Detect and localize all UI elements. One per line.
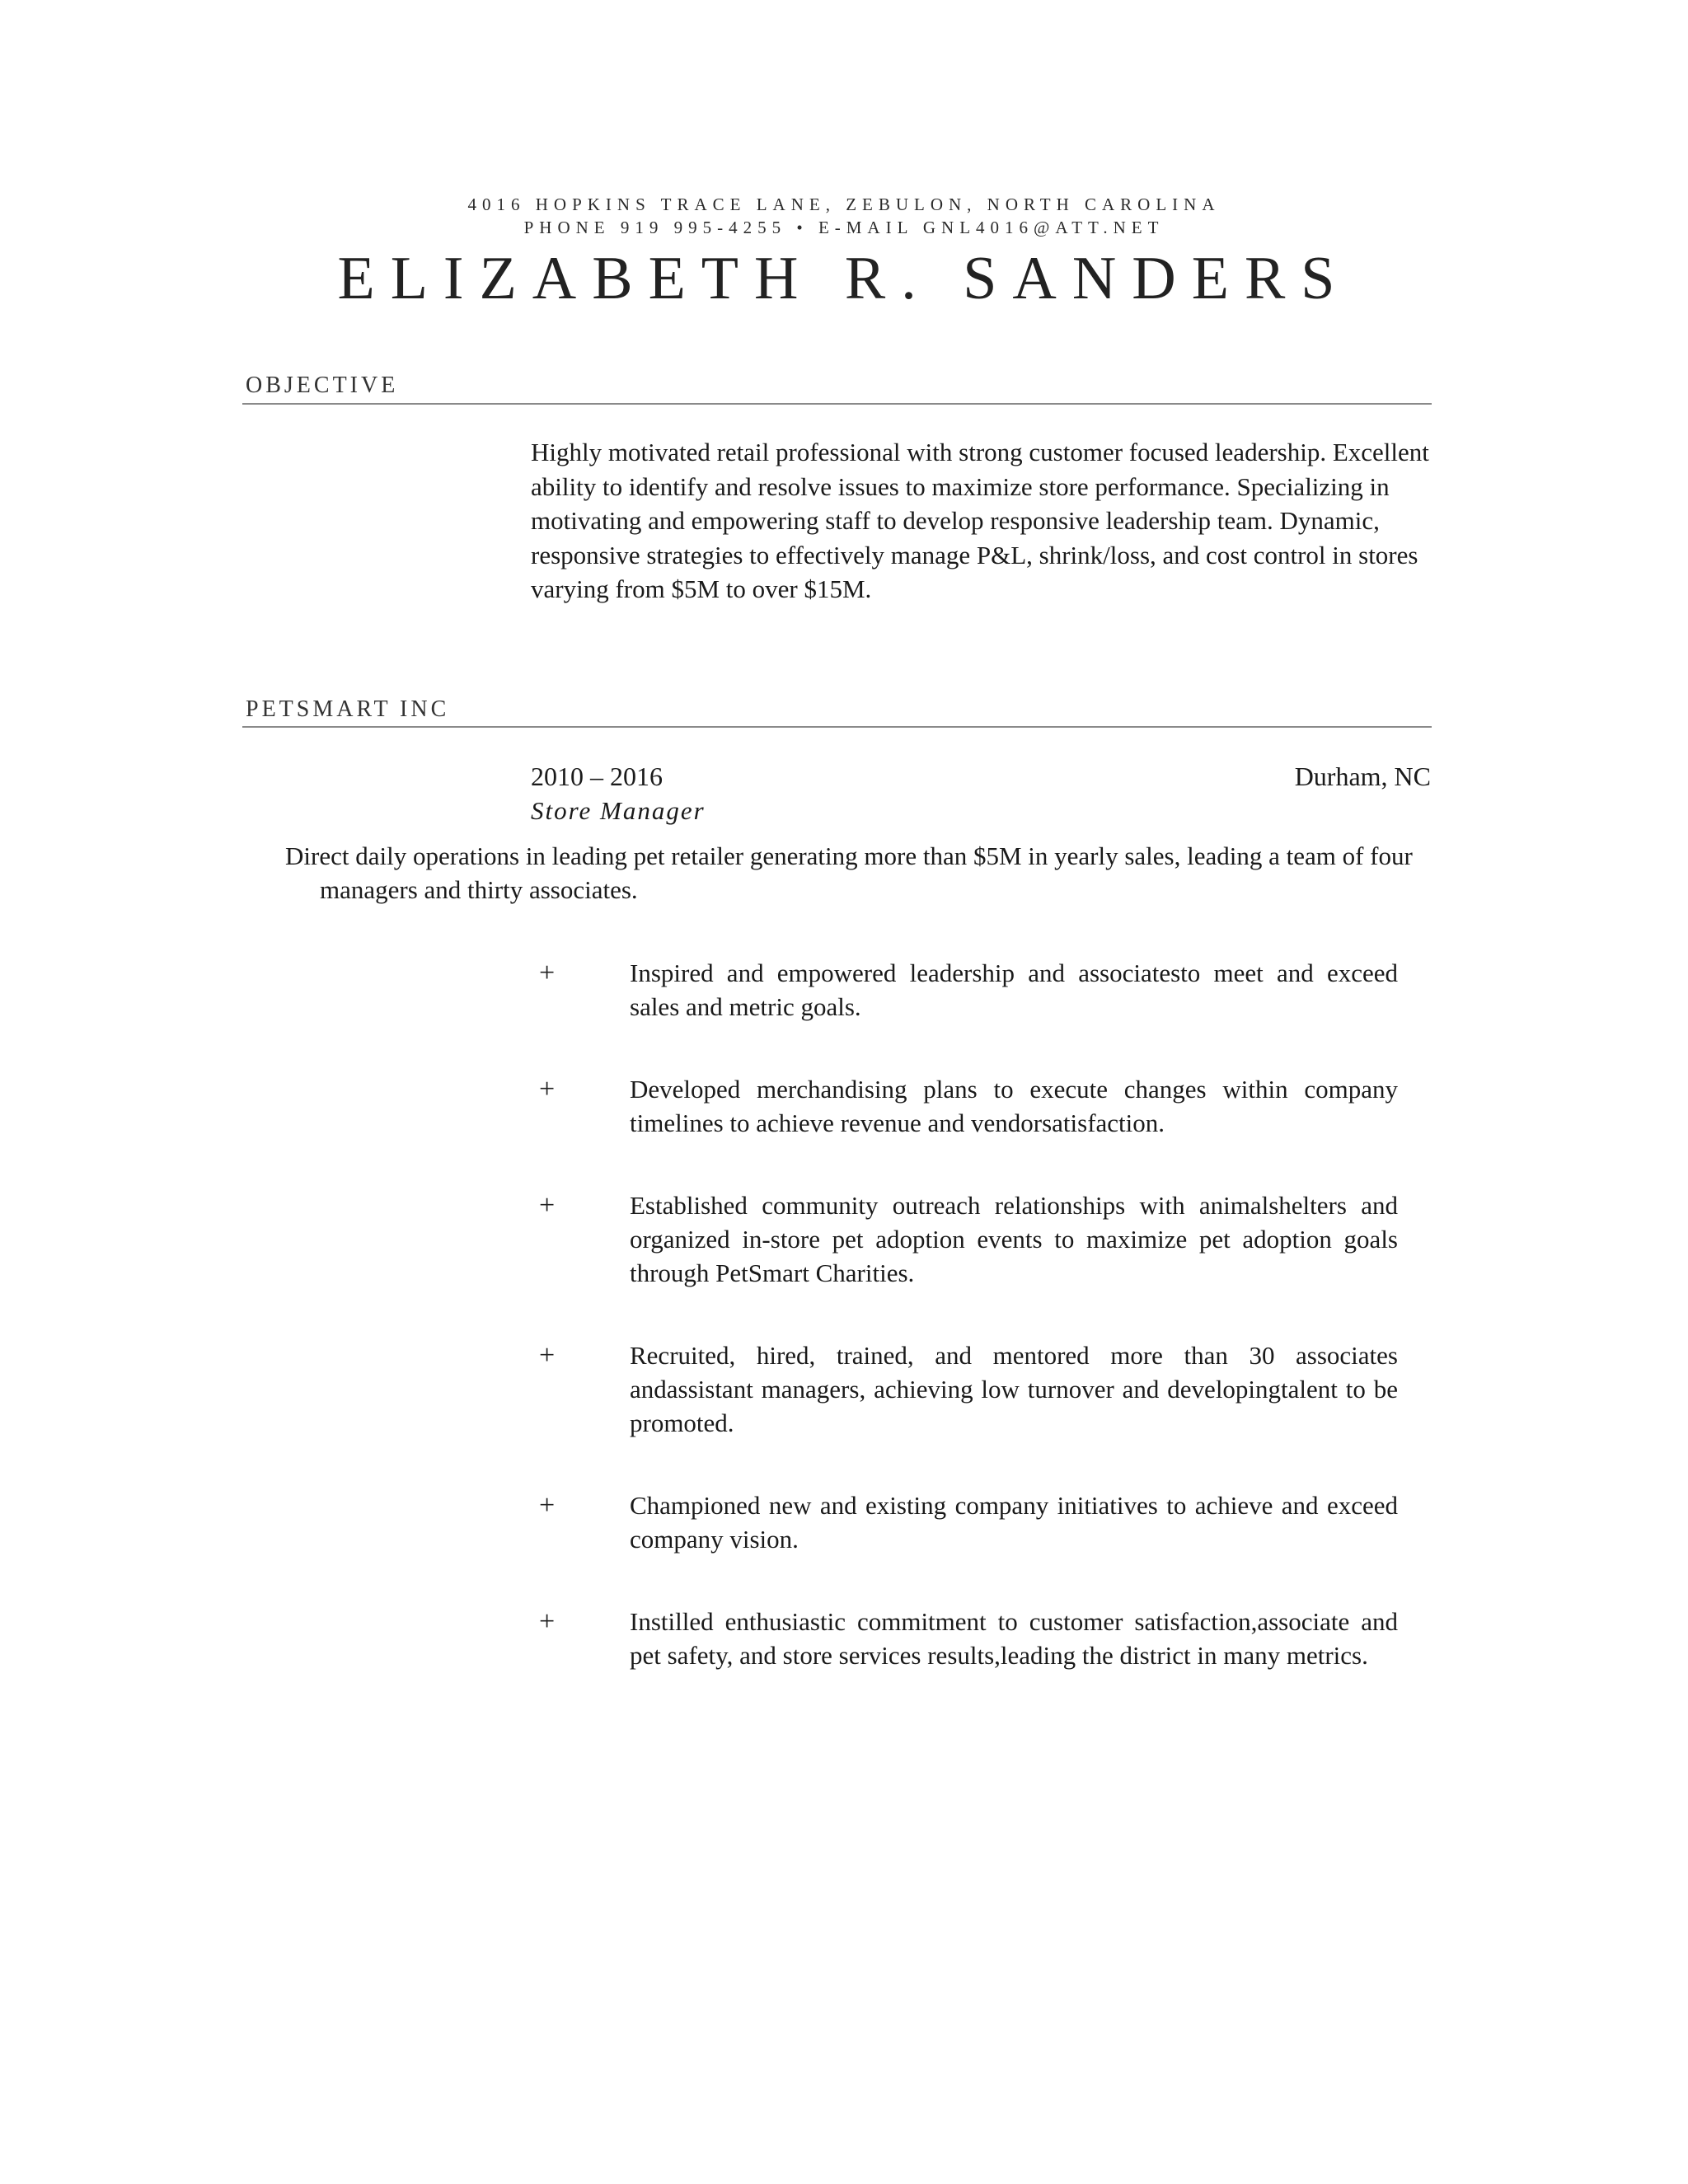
- plus-icon: +: [539, 1490, 556, 1521]
- plus-icon: +: [539, 1190, 556, 1221]
- achievement-item: [539, 1605, 1398, 1672]
- achievement-item: [539, 956, 1398, 1024]
- job-title: Store Manager: [531, 796, 706, 825]
- achievement-text: Instilled enthusiastic commitment to customer satisfaction,associate and pet safety, and store services results,leading the district in many metrics.: [630, 1607, 1398, 1670]
- achievement-text: Championed new and existing company initiatives to achieve and exceed company vision.: [630, 1491, 1398, 1554]
- plus-icon: +: [539, 1340, 556, 1371]
- achievement-text: Inspired and empowered leadership and associatesto meet and exceed sales and metric goals.: [630, 958, 1398, 1021]
- achievement-item: [539, 1072, 1398, 1140]
- objective-text: Highly motivated retail professional with strong customer focused leadership. Excellent ability to identify and resolve issues to maximize store performance. Specializing in motivating and empowering staff to develop responsive leadership team. Dynamic, responsive strategies to effectively manage P&L, shrink/loss, and cost control in stores varying from $5M to over $15M.: [531, 438, 1429, 603]
- achievements-list: [539, 956, 1398, 1721]
- candidate-name: ELIZABETH R. SANDERS: [337, 245, 1351, 312]
- achievement-text: Recruited, hired, trained, and mentored more than 30 associates andassistant managers, achieving low turnover and developingtalent to be promoted.: [630, 1341, 1398, 1437]
- section-title-objective: OBJECTIVE: [246, 373, 399, 398]
- section-divider-company: [242, 726, 1432, 728]
- job-location: Durham, NC: [1294, 762, 1431, 791]
- achievement-item: [539, 1188, 1398, 1290]
- plus-icon: +: [539, 958, 556, 988]
- section-divider-objective: [242, 403, 1432, 405]
- job-summary: Direct daily operations in leading pet retailer generating more than $5M in yearly sales, leading a team of four managers and thirty associates.: [285, 841, 1413, 904]
- contact-phone-email: PHONE 919 995-4255 • E-MAIL GNL4016@ATT.NET: [523, 218, 1165, 237]
- achievement-text: Established community outreach relationships with animalshelters and organized in-store pet adoption events to maximize pet adoption goals through PetSmart Charities.: [630, 1191, 1398, 1287]
- plus-icon: +: [539, 1606, 556, 1637]
- job-dates: 2010 – 2016: [531, 762, 663, 791]
- section-title-company: PETSMART INC: [246, 696, 450, 722]
- achievement-text: Developed merchandising plans to execute changes within company timelines to achieve revenue and vendorsatisfaction.: [630, 1075, 1398, 1137]
- plus-icon: +: [539, 1074, 556, 1104]
- contact-address: 4016 HOPKINS TRACE LANE, ZEBULON, NORTH CAROLINA: [467, 194, 1221, 214]
- achievement-item: [539, 1488, 1398, 1556]
- achievement-item: [539, 1338, 1398, 1440]
